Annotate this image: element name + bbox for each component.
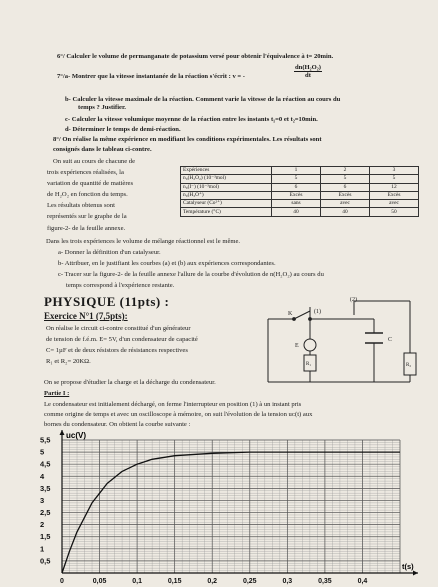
table-row bbox=[181, 175, 419, 183]
exercise-title: Exercice N°1 (7,5pts): bbox=[44, 311, 128, 321]
table-cell: 2 bbox=[321, 167, 370, 175]
table-header-row bbox=[181, 167, 419, 175]
side-text-2: trois expériences réalisées, la bbox=[47, 169, 124, 176]
table-cell: 40 bbox=[321, 208, 370, 216]
table-cell: Excès bbox=[272, 191, 321, 199]
fraction-numerator: dn(H₂O₂) bbox=[295, 64, 321, 71]
table-cell: Excès bbox=[370, 191, 419, 199]
question-7b-line1: b- Calculer la vitesse maximale de la réaction. Comment varie la vitesse de la réaction au cours du bbox=[65, 96, 341, 103]
question-7a: 7°/a- Montrer que la vitesse instantanée de la réaction s'écrit : v = - bbox=[57, 73, 245, 80]
chart-minor-grid bbox=[62, 440, 400, 573]
intro-line-2: de tension de f.é.m. E= 5V, d'un condensateur de capacité bbox=[46, 336, 198, 343]
intro-line-3: C= 1µF et de deux résistors de résistances respectives bbox=[46, 347, 188, 354]
table-cell: n₀(I⁻) (10⁻³mol) bbox=[181, 183, 272, 191]
side-text-1: On suit au cours de chacune de bbox=[53, 158, 136, 165]
x-tick-label: 0,25 bbox=[242, 578, 257, 585]
question-7c: c- Calculer la vitesse volumique moyenne de la réaction entre les instants t₁=0 et t₂=10min. bbox=[65, 116, 318, 123]
table-cell: 5 bbox=[321, 175, 370, 183]
y-tick-label: 0,5 bbox=[40, 556, 51, 566]
partie-line-2: comme origine de temps et avec un oscilloscope à mémoire, on suit l'évolution de la tension uᴄ(t) aux bbox=[44, 411, 313, 418]
after-text-c2: temps correspond à l'expérience restante. bbox=[66, 282, 175, 289]
label-gen: E bbox=[295, 343, 299, 349]
study-line: On se propose d'étudier la charge et la décharge du condensateur. bbox=[44, 379, 216, 386]
table-cell: n₀(H₂O₂) (10⁻³mol) bbox=[181, 175, 272, 183]
question-8-line2: consignés dans le tableau ci-contre. bbox=[53, 146, 152, 153]
physique-title: PHYSIQUE (11pts) : bbox=[44, 294, 170, 309]
y-tick-label: 3 bbox=[40, 495, 45, 505]
label-pos2: (2) bbox=[350, 297, 357, 303]
y-tick-label: 2 bbox=[40, 520, 45, 530]
table-cell: 6 bbox=[272, 183, 321, 191]
switch-contact-1 bbox=[309, 318, 312, 321]
y-tick-label: 2,5 bbox=[40, 508, 51, 518]
partie-line-3: bornes du condensateur. On obtient la courbe suivante : bbox=[44, 421, 191, 428]
fraction-denominator: dt bbox=[305, 72, 311, 79]
side-text-5: Les résultats obtenus sont bbox=[47, 202, 115, 209]
question-7d: d- Déterminer le temps de demi-réaction. bbox=[65, 126, 181, 133]
table-cell: 40 bbox=[272, 208, 321, 216]
question-6: 6°/ Calculer le volume de permanganate de potassium versé pour obtenir l'équivalence à t= 20min. bbox=[57, 53, 334, 60]
partie-line-1: Le condensateur est initialement déchargé, on ferme l'interrupteur en position (1) à un instant pris bbox=[44, 401, 302, 408]
rc-circuit-diagram bbox=[250, 297, 418, 389]
table-row bbox=[181, 183, 419, 191]
label-cap: C bbox=[388, 337, 393, 343]
table-cell: Excès bbox=[321, 191, 370, 199]
y-tick-label: 5 bbox=[40, 447, 45, 457]
after-text-b: b- Attribuer, en le justifiant les courbes (a) et (b) aux expériences correspondantes. bbox=[58, 260, 276, 267]
y-tick-label: 3,5 bbox=[40, 483, 51, 493]
x-axis-arrow bbox=[413, 571, 418, 576]
table-cell: 1 bbox=[272, 167, 321, 175]
side-text-7: figure-2- de la feuille annexe. bbox=[47, 225, 126, 232]
x-tick-label: 0,15 bbox=[167, 578, 182, 585]
after-text-a: a- Donner la définition d'un catalyseur. bbox=[58, 249, 161, 256]
intro-line-1: On réalise le circuit ci-contre constitué d'un générateur bbox=[46, 325, 191, 332]
table-row bbox=[181, 208, 419, 216]
table-cell: 12 bbox=[370, 183, 419, 191]
table-cell: Température (°C) bbox=[181, 208, 272, 216]
x-tick-label: 0,4 bbox=[357, 578, 368, 585]
x-tick-label: 0,2 bbox=[207, 578, 218, 585]
intro-line-4: R₁ et R₂= 20KΩ. bbox=[46, 358, 91, 365]
side-text-6: représentés sur le graphe de la bbox=[47, 213, 127, 220]
after-text-1: Dans les trois expériences le volume de mélange réactionnel est le même. bbox=[46, 238, 241, 245]
question-8-line1: 8°/ On réalise la même expérience en modifiant les conditions expérimentales. Les résultats sont bbox=[53, 136, 322, 143]
table-cell: sans bbox=[272, 200, 321, 208]
table-cell: n₀(H₃O⁺) bbox=[181, 191, 272, 199]
x-tick-label: 0 bbox=[60, 578, 64, 585]
label-pos1: (1) bbox=[314, 309, 321, 315]
label-r2: R₂ bbox=[406, 363, 412, 368]
question-7b-line2: temps ? Justifier. bbox=[78, 104, 126, 111]
label-r1: R₁ bbox=[306, 362, 312, 367]
table-cell: avec bbox=[321, 200, 370, 208]
y-tick-label: 4,5 bbox=[40, 459, 51, 469]
y-tick-label: 5,5 bbox=[40, 435, 51, 445]
table-cell: Expériences bbox=[181, 167, 272, 175]
switch-blade bbox=[294, 311, 310, 319]
y-axis-arrow bbox=[60, 430, 65, 435]
side-text-4: de H₂O₂ en fonction du temps. bbox=[47, 191, 128, 198]
y-tick-label: 1,5 bbox=[40, 532, 51, 542]
chart-y-label: uᴄ(V) bbox=[66, 431, 86, 440]
table-cell: 5 bbox=[370, 175, 419, 183]
rate-fraction bbox=[294, 64, 322, 79]
chart-x-label: t(s) bbox=[402, 562, 414, 571]
partie-title: Partie I : bbox=[44, 390, 70, 397]
experiments-table bbox=[180, 166, 419, 217]
side-text-3: variation de quantité de matières bbox=[47, 180, 134, 187]
table-row bbox=[181, 200, 419, 208]
table-cell: avec bbox=[370, 200, 419, 208]
table-row bbox=[181, 191, 419, 199]
x-tick-label: 0,1 bbox=[132, 578, 142, 585]
x-tick-label: 0,05 bbox=[92, 578, 107, 585]
uc-time-chart bbox=[0, 428, 438, 587]
table-cell: 5 bbox=[272, 175, 321, 183]
table-cell: 50 bbox=[370, 208, 419, 216]
table-cell: Catalyseur (Co²⁺) bbox=[181, 200, 272, 208]
table-cell: 3 bbox=[370, 167, 419, 175]
switch-pivot bbox=[293, 318, 296, 321]
generator-symbol bbox=[304, 339, 316, 351]
y-tick-label: 4 bbox=[40, 471, 45, 481]
y-tick-label: 1 bbox=[40, 544, 45, 554]
chart-major-grid bbox=[62, 440, 400, 573]
table-cell: 6 bbox=[321, 183, 370, 191]
after-text-c1: c- Tracer sur la figure-2- de la feuille annexe l'allure de la courbe d'évolution de n(H₂O₂) au cours du bbox=[58, 271, 324, 278]
x-tick-label: 0,3 bbox=[282, 578, 293, 585]
x-tick-label: 0,35 bbox=[318, 578, 332, 585]
label-switch: K bbox=[288, 311, 293, 317]
